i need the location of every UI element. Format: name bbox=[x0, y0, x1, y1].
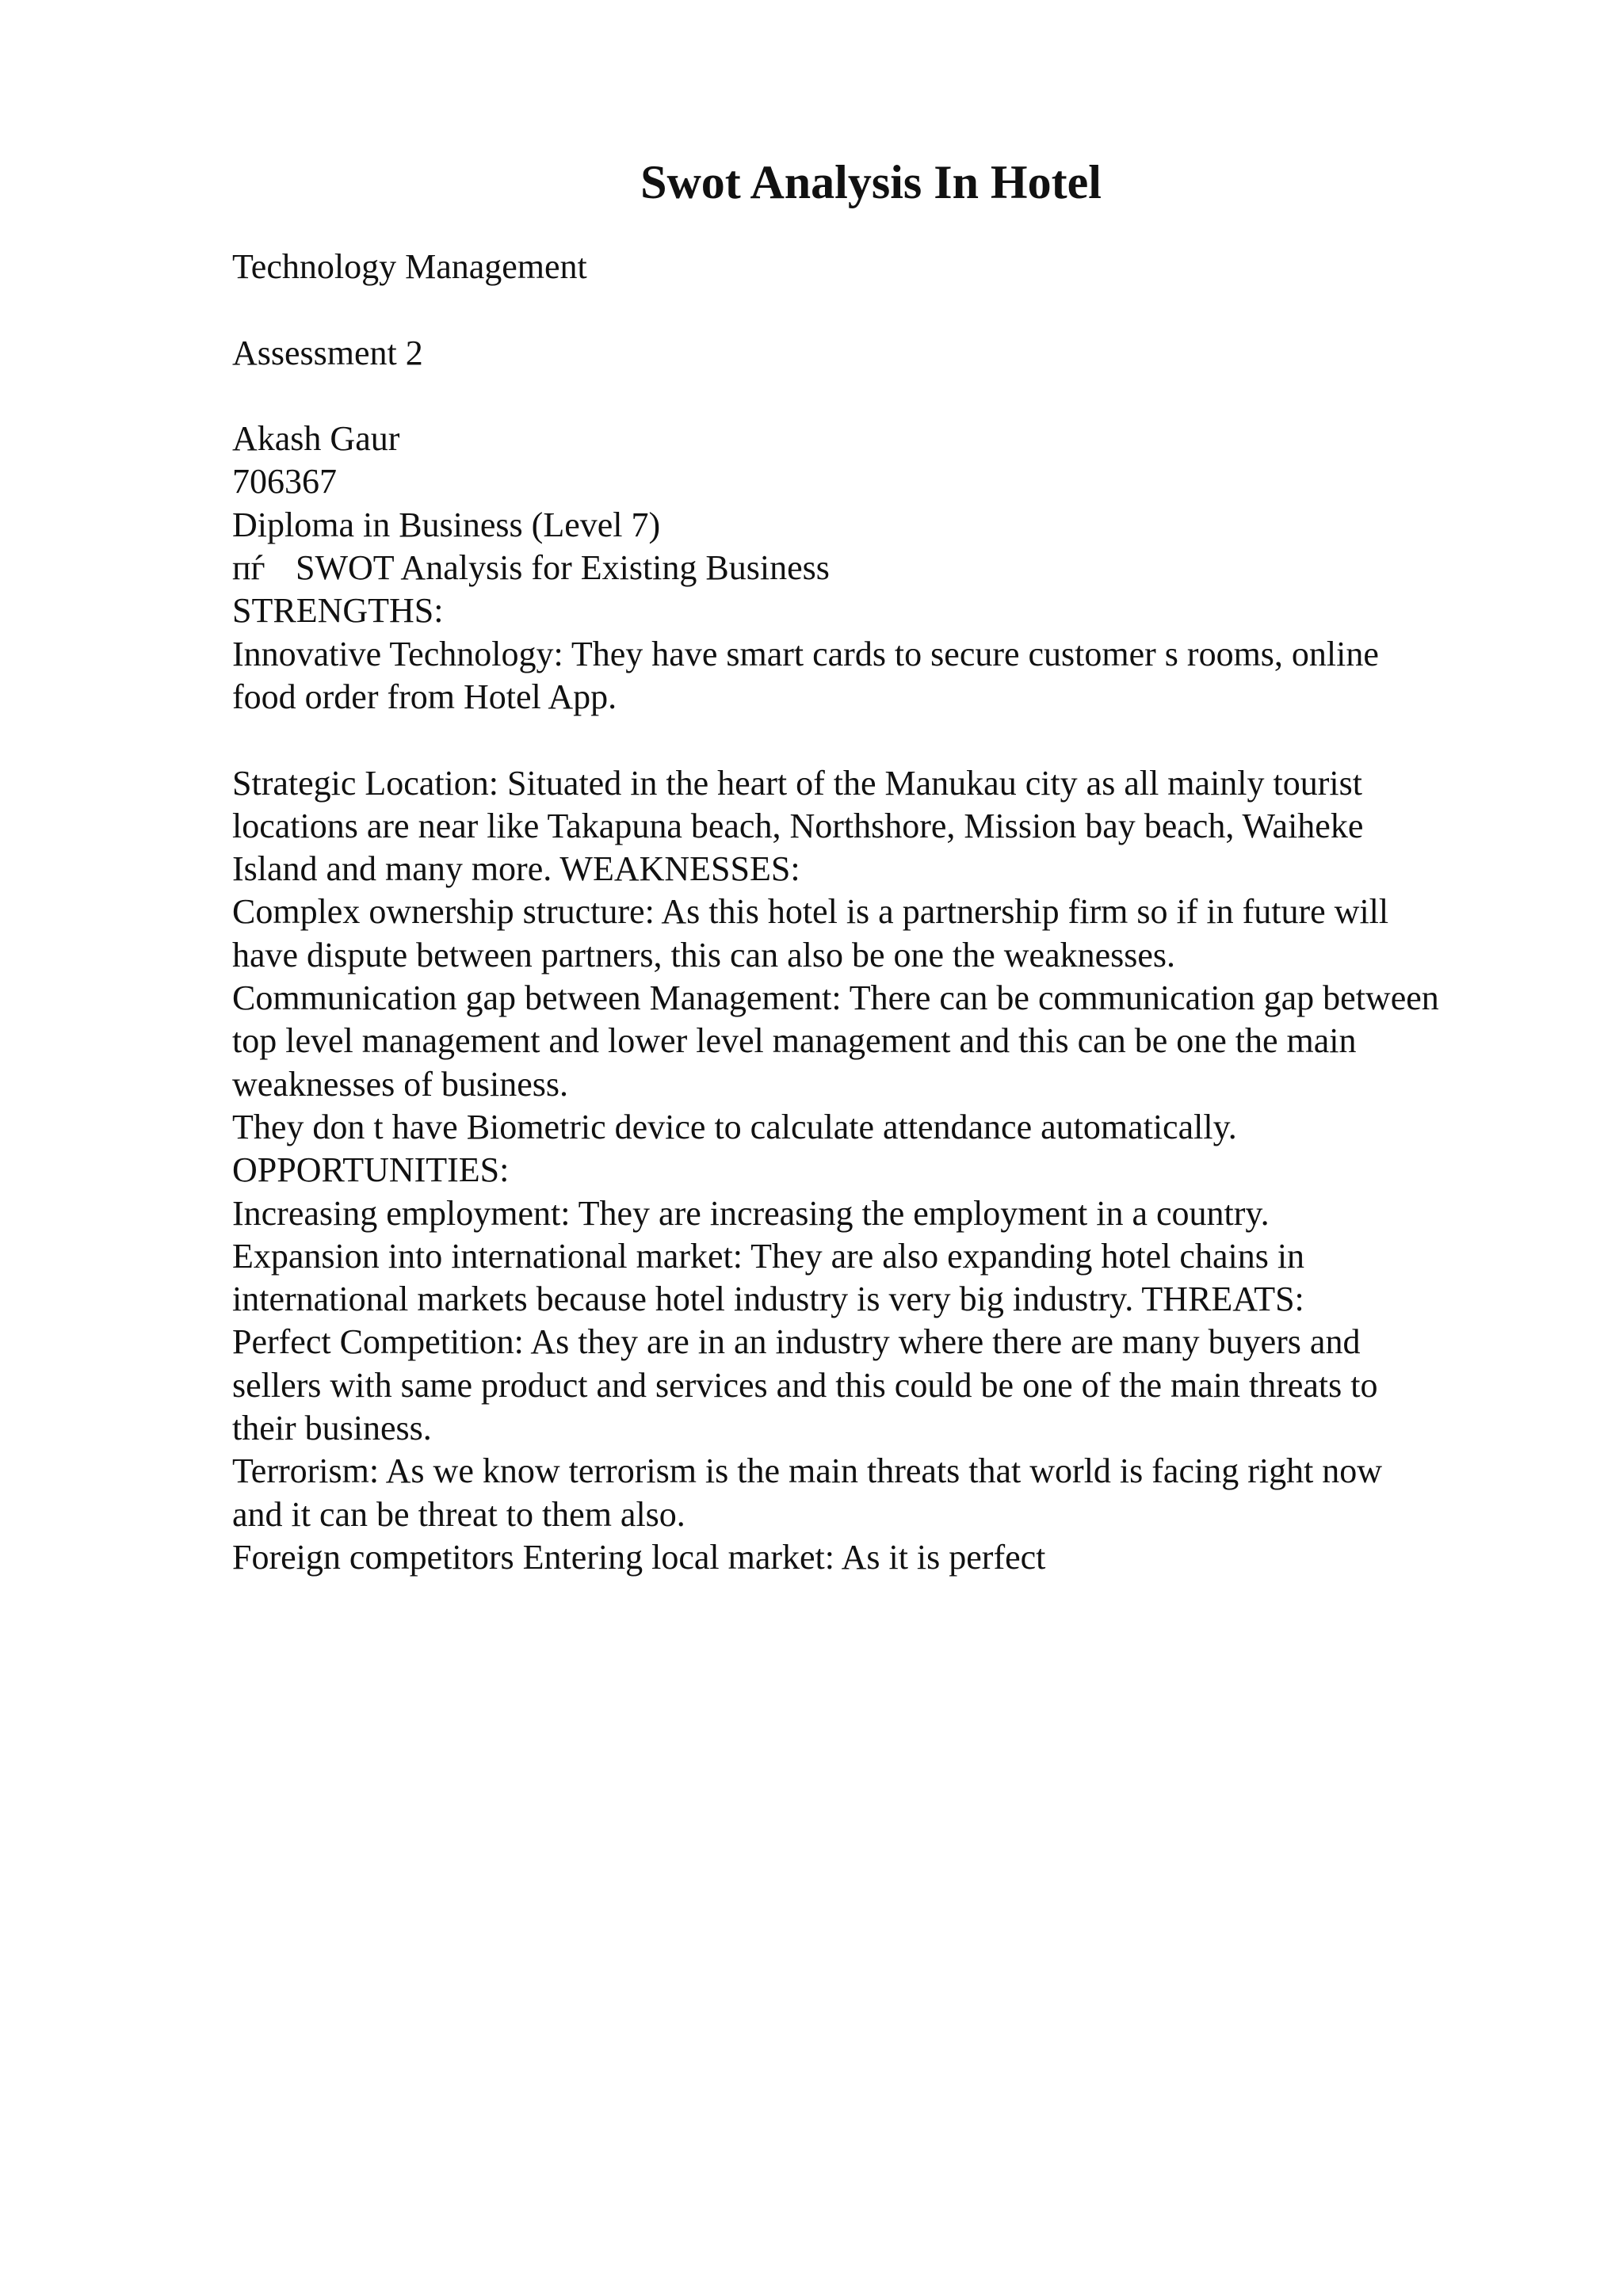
spacer bbox=[232, 288, 1579, 331]
body-line: international markets because hotel industry is very big industry. THREATS: bbox=[232, 1280, 1304, 1319]
body-line: Island and many more. WEAKNESSES: bbox=[232, 849, 800, 889]
swot-body bbox=[232, 589, 1579, 1579]
body-line: their business. bbox=[232, 1409, 432, 1448]
program-name: Diploma in Business (Level 7) bbox=[232, 505, 661, 544]
body-line: OPPORTUNITIES: bbox=[232, 1150, 510, 1190]
spacer bbox=[232, 719, 1579, 761]
body-line: top level management and lower level management and this can be one the main bbox=[232, 1021, 1357, 1061]
body-line: Increasing employment: They are increasing the employment in a country. bbox=[232, 1193, 1270, 1233]
course-name: Technology Management bbox=[232, 247, 587, 286]
document-body bbox=[232, 246, 1579, 1579]
spacer bbox=[232, 375, 1579, 418]
body-line: Complex ownership structure: As this hotel is a partnership firm so if in future will bbox=[232, 892, 1389, 932]
body-line: and it can be threat to them also. bbox=[232, 1494, 685, 1534]
body-line: Expansion into international market: They are also expanding hotel chains in bbox=[232, 1236, 1305, 1276]
section-heading-line bbox=[232, 547, 1579, 589]
body-line: Terrorism: As we know terrorism is the main threats that world is facing right now bbox=[232, 1451, 1383, 1491]
body-line: STRENGTHS: bbox=[232, 591, 444, 631]
body-line: weaknesses of business. bbox=[232, 1064, 569, 1104]
assessment-label: Assessment 2 bbox=[232, 333, 423, 372]
body-line: sellers with same product and services and this could be one of the main threats to bbox=[232, 1365, 1378, 1405]
body-line: They don t have Biometric device to calculate attendance automatically. bbox=[232, 1107, 1237, 1146]
body-line: Communication gap between Management: There can be communication gap between bbox=[232, 978, 1439, 1018]
body-line: Perfect Competition: As they are in an industry where there are many buyers and bbox=[232, 1322, 1361, 1362]
body-line: have dispute between partners, this can also be one the weaknesses. bbox=[232, 935, 1176, 974]
body-line: Strategic Location: Situated in the heart of the Manukau city as all mainly tourist bbox=[232, 763, 1362, 803]
bullet-glyph: пѓ bbox=[232, 548, 265, 588]
document-title: Swot Analysis In Hotel bbox=[640, 156, 1102, 208]
body-line: Foreign competitors Entering local market: As it is perfect bbox=[232, 1537, 1046, 1577]
section-heading: SWOT Analysis for Existing Business bbox=[296, 548, 830, 588]
body-line: locations are near like Takapuna beach, Northshore, Mission bay beach, Waiheke bbox=[232, 806, 1364, 845]
body-line: food order from Hotel App. bbox=[232, 677, 617, 716]
student-id: 706367 bbox=[232, 462, 337, 502]
body-line: Innovative Technology: They have smart cards to secure customer s rooms, online bbox=[232, 634, 1379, 673]
author-name: Akash Gaur bbox=[232, 419, 400, 459]
